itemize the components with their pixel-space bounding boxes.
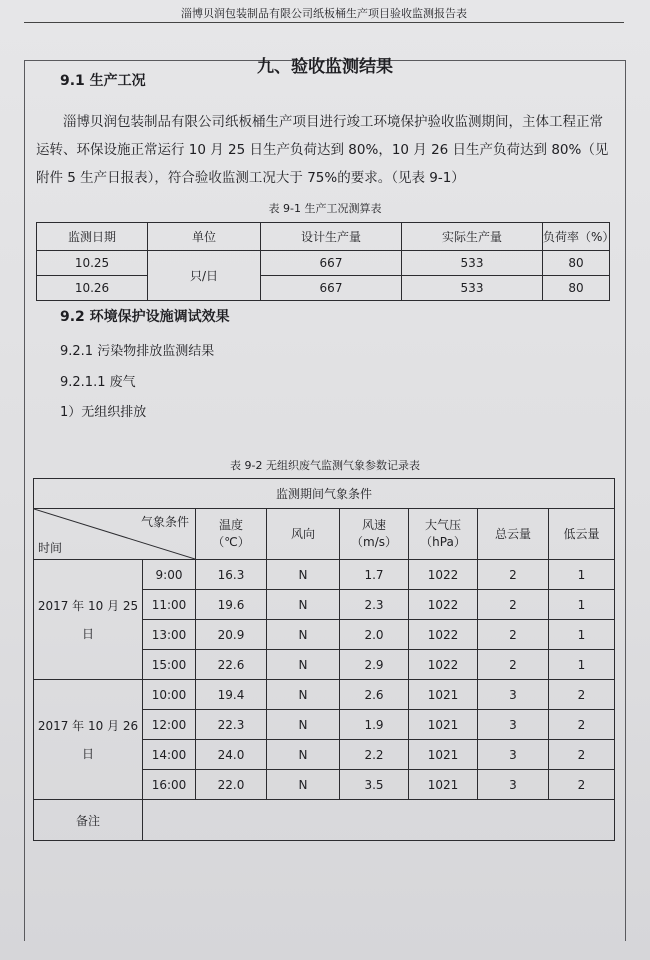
wind-dir-cell: N [267, 560, 340, 590]
header-cell: 负荷率（%） [543, 223, 610, 251]
unit-cell: 只/日 [148, 251, 261, 301]
section-9-1-paragraph: 淄博贝润包装制品有限公司纸板桶生产项目进行竣工环境保护验收监测期间，主体工程正常运转、环保设施正常运行 10 月 25 日生产负荷达到 80%，10 月 26 日生产负荷达到 80%（见附件 5 生产日报表），符合验收监测工况大于 75%的要求。（见表 9-1） [36, 114, 609, 186]
temp-cell: 22.6 [196, 650, 267, 680]
design-cell: 667 [261, 276, 402, 301]
wind-speed-cell: 1.7 [340, 560, 409, 590]
temp-cell: 16.3 [196, 560, 267, 590]
table-row [34, 560, 615, 590]
wind-speed-cell: 1.9 [340, 710, 409, 740]
diagonal-header-cell [34, 509, 196, 560]
col-header-low-cloud [549, 509, 615, 560]
col-header-line1: 温度 [218, 518, 243, 532]
temp-cell: 22.3 [196, 710, 267, 740]
header-cell: 监测日期 [37, 223, 148, 251]
remark-row [34, 800, 615, 841]
time-cell: 11:00 [143, 590, 196, 620]
table-9-1 [36, 222, 615, 301]
col-header-temp [196, 509, 267, 560]
temp-cell: 19.4 [196, 680, 267, 710]
pressure-cell: 1022 [409, 590, 478, 620]
table-header-row [37, 223, 610, 251]
wind-dir-cell: N [267, 620, 340, 650]
pressure-cell: 1021 [409, 710, 478, 740]
actual-cell: 533 [402, 251, 543, 276]
col-header-wind-dir [267, 509, 340, 560]
col-header-total-cloud [478, 509, 549, 560]
wind-speed-cell: 2.6 [340, 680, 409, 710]
table-row [37, 276, 610, 301]
total-cloud-cell: 3 [478, 770, 549, 800]
total-cloud-cell: 3 [478, 680, 549, 710]
low-cloud-cell: 2 [549, 710, 615, 740]
header-cell: 实际生产量 [402, 223, 543, 251]
pressure-cell: 1021 [409, 740, 478, 770]
col-header-line2: （℃） [212, 535, 250, 549]
low-cloud-cell: 1 [549, 620, 615, 650]
temp-cell: 19.6 [196, 590, 267, 620]
pressure-cell: 1022 [409, 650, 478, 680]
total-cloud-cell: 3 [478, 740, 549, 770]
load-cell: 80 [543, 251, 610, 276]
col-header-line1: 风速 [361, 518, 386, 532]
remark-label-cell: 备注 [34, 800, 143, 841]
table-9-2 [33, 478, 615, 841]
temp-cell: 22.0 [196, 770, 267, 800]
col-header-pressure [409, 509, 478, 560]
date-cell: 10.25 [37, 251, 148, 276]
total-cloud-cell: 2 [478, 650, 549, 680]
low-cloud-cell: 1 [549, 590, 615, 620]
wind-dir-cell: N [267, 770, 340, 800]
subsection-item-1: 1）无组织排放 [60, 405, 147, 420]
col-header-line1: 总云量 [494, 526, 531, 541]
table-group-header-row [34, 479, 615, 509]
low-cloud-cell: 2 [549, 680, 615, 710]
diag-label-top: 气象条件 [140, 515, 189, 529]
design-cell: 667 [261, 251, 402, 276]
total-cloud-cell: 2 [478, 560, 549, 590]
wind-speed-cell: 2.9 [340, 650, 409, 680]
total-cloud-cell: 2 [478, 620, 549, 650]
table-header-row [34, 509, 615, 560]
running-header: 淄博贝润包装制品有限公司纸板桶生产项目验收监测报告表 [24, 0, 624, 23]
wind-speed-cell: 2.0 [340, 620, 409, 650]
time-cell: 9:00 [143, 560, 196, 590]
col-header-line2: （hPa） [420, 535, 466, 549]
pressure-cell: 1021 [409, 770, 478, 800]
col-header-line1: 低云量 [563, 526, 600, 541]
col-header-wind-speed [340, 509, 409, 560]
total-cloud-cell: 2 [478, 590, 549, 620]
wind-dir-cell: N [267, 740, 340, 770]
header-cell: 单位 [148, 223, 261, 251]
time-cell: 16:00 [143, 770, 196, 800]
wind-speed-cell: 2.3 [340, 590, 409, 620]
low-cloud-cell: 2 [549, 740, 615, 770]
date-cell: 2017 年 10 月 25 日 [34, 560, 143, 680]
low-cloud-cell: 1 [549, 650, 615, 680]
date-cell: 2017 年 10 月 26 日 [34, 680, 143, 800]
wind-dir-cell: N [267, 650, 340, 680]
chapter-title: 九、验收监测结果 [257, 57, 393, 77]
wind-speed-cell: 3.5 [340, 770, 409, 800]
subsection-9-2-1-1: 9.2.1.1 废气 [60, 375, 136, 390]
group-header-cell: 监测期间气象条件 [34, 479, 615, 509]
temp-cell: 24.0 [196, 740, 267, 770]
low-cloud-cell: 2 [549, 770, 615, 800]
col-header-line1: 风向 [290, 526, 315, 541]
time-cell: 13:00 [143, 620, 196, 650]
table-row [34, 680, 615, 710]
pressure-cell: 1022 [409, 560, 478, 590]
date-cell: 10.26 [37, 276, 148, 301]
col-header-line2: （m/s） [351, 535, 397, 549]
table-row [37, 251, 610, 276]
col-header-line1: 大气压 [424, 518, 461, 532]
header-cell: 设计生产量 [261, 223, 402, 251]
time-cell: 12:00 [143, 710, 196, 740]
table-9-2-caption: 表 9-2 无组织废气监测气象参数记录表 [230, 459, 420, 472]
pressure-cell: 1021 [409, 680, 478, 710]
wind-dir-cell: N [267, 590, 340, 620]
table-9-1-caption: 表 9-1 生产工况测算表 [268, 202, 382, 215]
diag-label-bottom: 时间 [38, 541, 63, 555]
section-9-1-heading: 9.1 生产工况 [60, 73, 146, 89]
wind-speed-cell: 2.2 [340, 740, 409, 770]
section-9-2-heading: 9.2 环境保护设施调试效果 [60, 309, 230, 325]
temp-cell: 20.9 [196, 620, 267, 650]
pressure-cell: 1022 [409, 620, 478, 650]
total-cloud-cell: 3 [478, 710, 549, 740]
time-cell: 15:00 [143, 650, 196, 680]
low-cloud-cell: 1 [549, 560, 615, 590]
wind-dir-cell: N [267, 710, 340, 740]
actual-cell: 533 [402, 276, 543, 301]
wind-dir-cell: N [267, 680, 340, 710]
time-cell: 14:00 [143, 740, 196, 770]
remark-value-cell [143, 800, 615, 841]
load-cell: 80 [543, 276, 610, 301]
subsection-9-2-1: 9.2.1 污染物排放监测结果 [60, 344, 215, 359]
time-cell: 10:00 [143, 680, 196, 710]
